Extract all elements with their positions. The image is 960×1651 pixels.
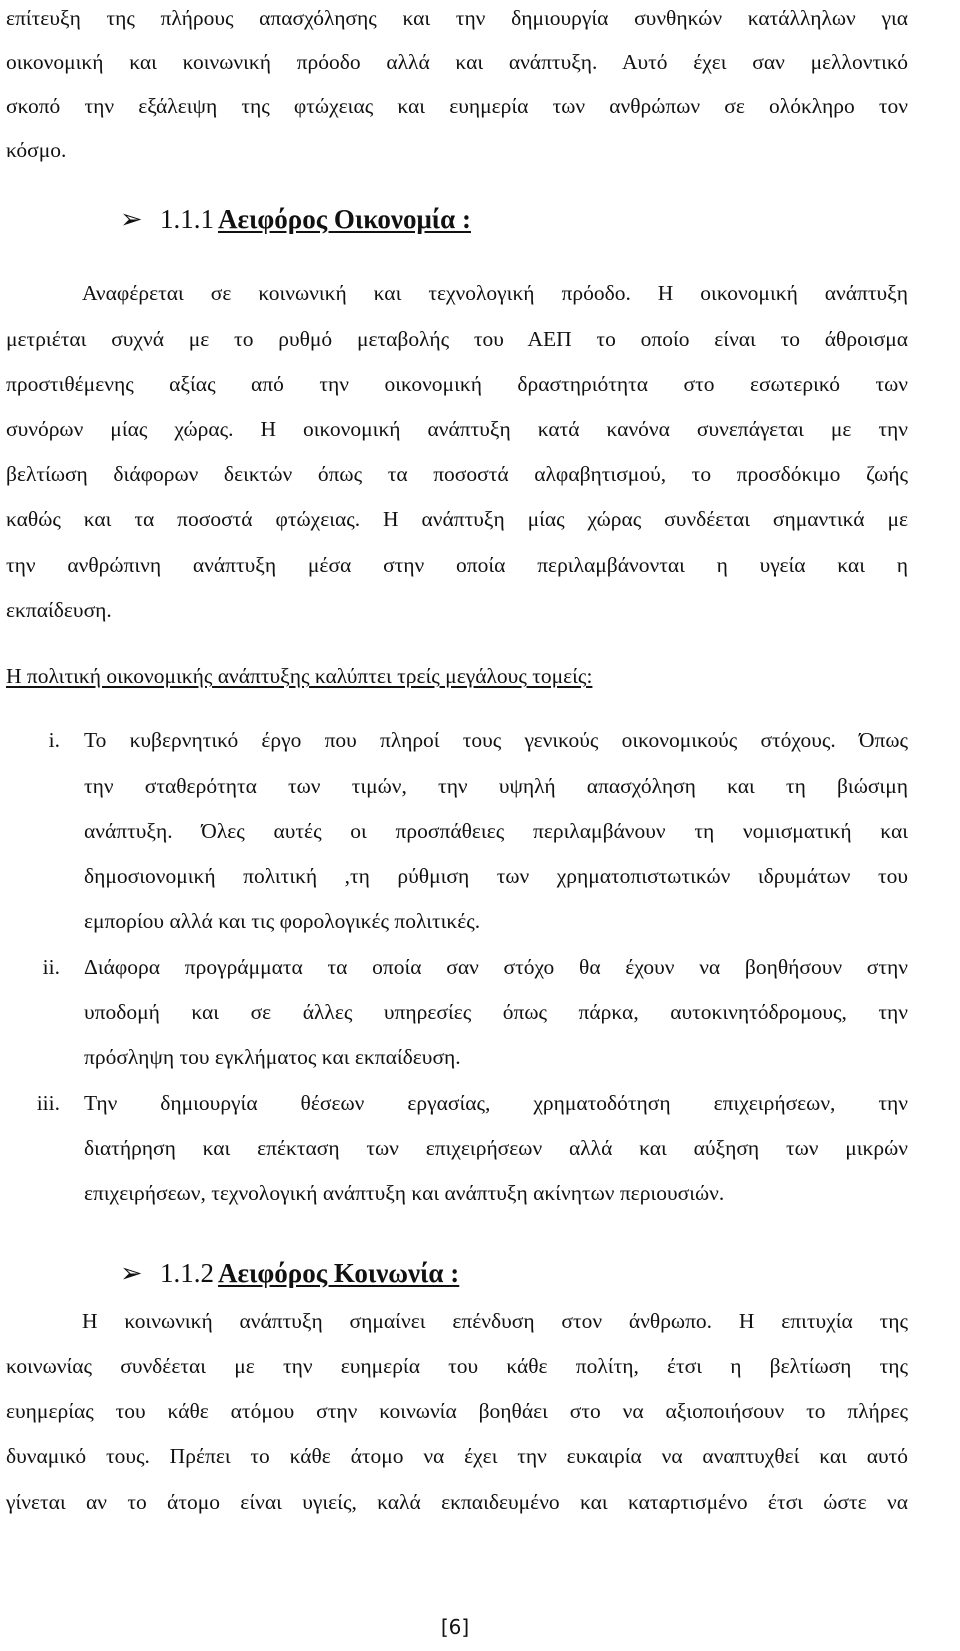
arrow-bullet-icon: ➢ [120, 204, 143, 234]
text-line: γίνεται αν το άτομο είναι υγιείς, καλά εκπαιδευμένο και καταρτισμένο έτσι ώστε να [6, 1490, 908, 1514]
text-line: σκοπό την εξάλειψη της φτώχειας και ευημερία των ανθρώπων σε ολόκληρο τον [6, 94, 908, 118]
text-line: βελτίωση διάφορων δεικτών όπως τα ποσοστά αλφαβητισμού, το προσδόκιμο ζωής [6, 462, 908, 486]
text-line: μετριέται συχνά με το ρυθμό μεταβολής του ΑΕΠ το οποίο είναι το άθροισμα [6, 327, 908, 351]
text-line: Αναφέρεται σε κοινωνική και τεχνολογική πρόοδο. Η οικονομική ανάπτυξη [82, 281, 908, 305]
page-number: [6] [440, 1615, 470, 1639]
text-line: καθώς και τα ποσοστά φτώχειας. Η ανάπτυξη μίας χώρας συνδέεται σημαντικά με [6, 507, 908, 531]
text-line: επίτευξη της πλήρους απασχόλησης και την δημιουργία συνθηκών κατάλληλων για [6, 6, 908, 30]
list-marker: i. [48, 728, 60, 752]
text-line: την ανθρώπινη ανάπτυξη μέσα στην οποία περιλαμβάνονται η υγεία και η [6, 553, 908, 577]
list-marker: iii. [36, 1091, 60, 1115]
section-heading-1-1-1 [120, 203, 471, 235]
text-line: εκπαίδευση. [6, 598, 112, 622]
list-item-line: Την δημιουργία θέσεων εργασίας, χρηματοδότηση επιχειρήσεων, την [84, 1091, 908, 1115]
list-item-line: πρόσληψη του εγκλήματος και εκπαίδευση. [84, 1045, 461, 1069]
section-heading-1-1-2 [120, 1257, 459, 1289]
section-number: 1.1.2 [160, 1258, 214, 1288]
arrow-bullet-icon: ➢ [120, 1258, 143, 1288]
text-line: δυναμικό τους. Πρέπει το κάθε άτομο να έχει την ευκαιρία να αναπτυχθεί και αυτό [6, 1444, 908, 1468]
text-line: Η κοινωνική ανάπτυξη σημαίνει επένδυση στον άνθρωπο. Η επιτυχία της [82, 1309, 908, 1333]
list-item-line: την σταθερότητα των τιμών, την υψηλή απασχόληση και τη βιώσιμη [84, 774, 908, 798]
section-title: Αειφόρος Οικονομία : [218, 204, 471, 234]
text-line: κόσμο. [6, 138, 67, 162]
list-item-line: δημοσιονομική πολιτική ,τη ρύθμιση των χρηματοπιστωτικών ιδρυμάτων του [84, 864, 908, 888]
section-title: Αειφόρος Κοινωνία : [218, 1258, 460, 1288]
text-line: κοινωνίας συνδέεται με την ευημερία του κάθε πολίτη, έτσι η βελτίωση της [6, 1354, 908, 1378]
text-line: ευημερίας του κάθε ατόμου στην κοινωνία βοηθάει στο να αξιοποιήσουν το πλήρες [6, 1399, 908, 1423]
text-line: προστιθέμενης αξίας από την οικονομική δραστηριότητα στο εσωτερικό των [6, 372, 908, 396]
section-number: 1.1.1 [160, 204, 214, 234]
text-line: συνόρων μίας χώρας. Η οικονομική ανάπτυξη κατά κανόνα συνεπάγεται με την [6, 417, 908, 441]
list-item-line: υποδομή και σε άλλες υπηρεσίες όπως πάρκα, αυτοκινητόδρομους, την [84, 1000, 908, 1024]
list-item-line: διατήρηση και επέκταση των επιχειρήσεων αλλά και αύξηση των μικρών [84, 1136, 908, 1160]
list-item-line: Το κυβερνητικό έργο που πληροί τους γενικούς οικονομικούς στόχους. Όπως [84, 728, 908, 752]
list-item-line: επιχειρήσεων, τεχνολογική ανάπτυξη και ανάπτυξη ακίνητων περιουσιών. [84, 1181, 725, 1205]
list-item-line: Διάφορα προγράμματα τα οποία σαν στόχο θα έχουν να βοηθήσουν στην [84, 955, 908, 979]
list-marker: ii. [42, 955, 60, 979]
list-item-line: εμπορίου αλλά και τις φορολογικές πολιτικές. [84, 909, 481, 933]
list-item-line: ανάπτυξη. Όλες αυτές οι προσπάθειες περιλαμβάνουν τη νομισματική και [84, 819, 908, 843]
policy-heading: Η πολιτική οικονομικής ανάπτυξης καλύπτει τρείς μεγάλους τομείς: [6, 664, 593, 688]
text-line: οικονομική και κοινωνική πρόοδο αλλά και ανάπτυξη. Αυτό έχει σαν μελλοντικό [6, 50, 908, 74]
